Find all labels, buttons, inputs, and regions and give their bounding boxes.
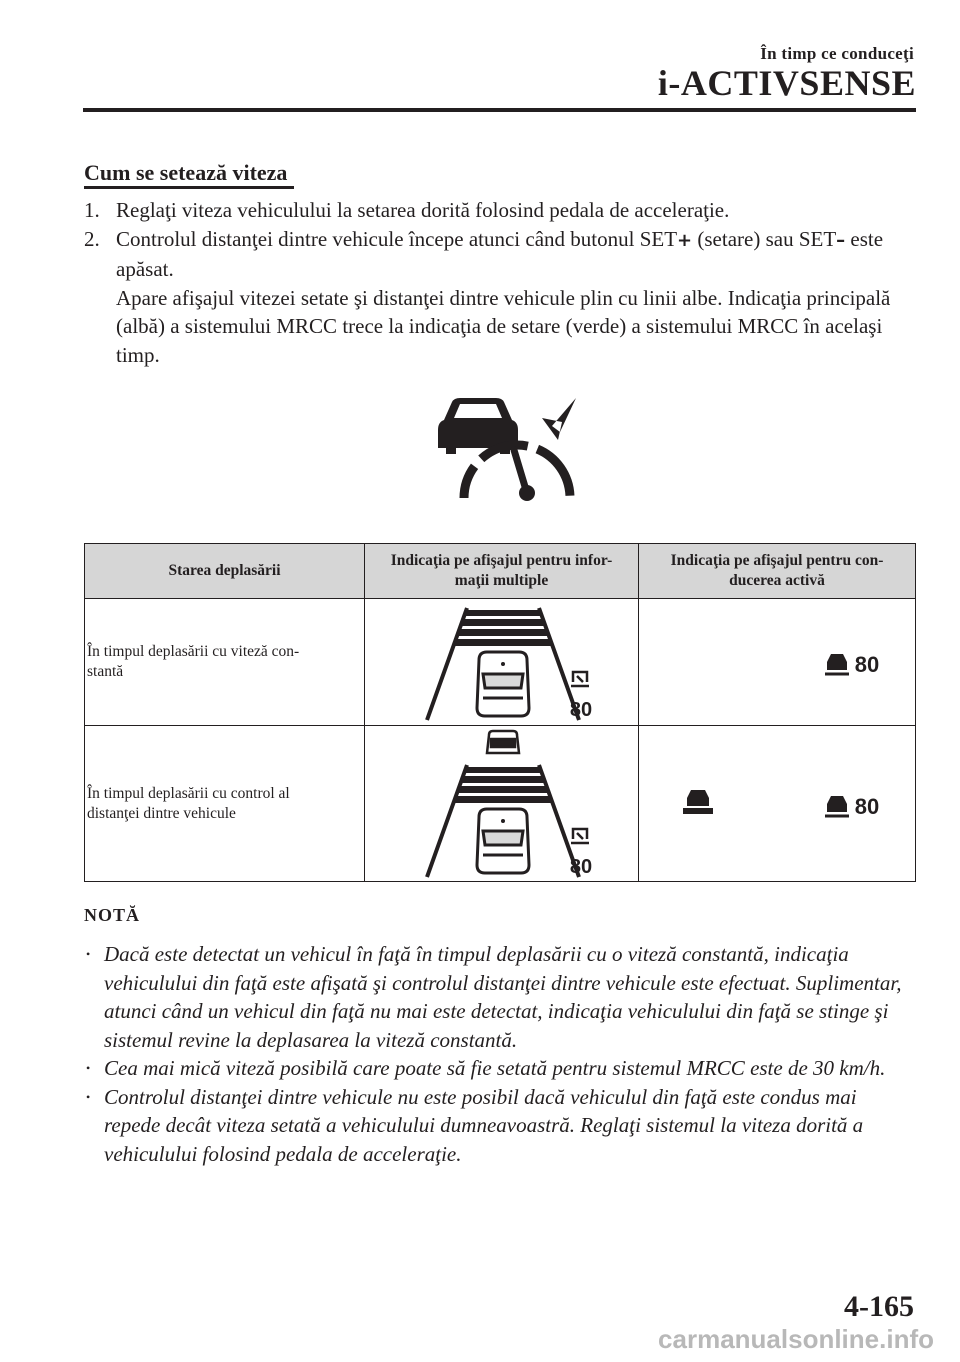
multi-info-display-graphic — [387, 602, 617, 722]
set-speed-value: 80 — [569, 699, 592, 721]
set-speed-value: 80 — [854, 652, 880, 677]
step-text: Controlul distanţei dintre vehicule începe atunci când butonul SET — [116, 226, 678, 251]
vehicle-ahead-icon — [487, 731, 519, 753]
header-cell: Indicaţia pe afişajul pentru infor- maţii multiple — [365, 544, 639, 599]
step-text: (setare) sau SET — [692, 226, 837, 251]
vehicle-ahead-icon — [683, 790, 713, 814]
status-table — [84, 543, 916, 882]
step-text: Reglaţi viteza vehiculului la setarea dorită folosind pedala de acceleraţie. — [116, 198, 730, 222]
multi-info-display-cell — [365, 599, 639, 726]
condition-cell: În timpul deplasării cu viteză con- stantă — [85, 599, 365, 726]
table-header-row — [85, 544, 916, 599]
set-speed-value: 80 — [569, 855, 592, 878]
step-number: 2. — [84, 226, 100, 251]
multi-info-display-graphic — [387, 729, 617, 879]
note-list — [84, 940, 916, 1168]
header-rule — [83, 108, 916, 112]
watermark: carmanualsonline.info — [658, 1324, 934, 1354]
set-plus-symbol: + — [677, 229, 693, 251]
needle-icon — [514, 450, 526, 490]
step-text: Apare afişajul vitezei setate şi distanţei dintre vehicule plin cu linii albe. Indicaţia principală (albă) a sistemului MRCC trece la indicaţia de setare (verde) a sistemului MRCC în acelaşi timp. — [116, 285, 891, 367]
table-row — [85, 726, 916, 882]
distance-level-icon — [571, 829, 589, 843]
mrcc-indicator-icon — [430, 388, 590, 508]
condition-cell: În timpul deplasării cu control al distanţei dintre vehicule — [85, 726, 365, 882]
mrcc-set-icon — [825, 796, 849, 816]
set-minus-symbol: – — [836, 229, 846, 251]
instruction-steps — [84, 196, 914, 369]
active-driving-display-cell — [639, 726, 916, 882]
header-cell: Indicaţia pe afişajul pentru con- ducerea activă — [639, 544, 916, 599]
step-text: este apăsat. — [116, 226, 884, 281]
active-driving-display-graphic — [643, 774, 913, 834]
step-1 — [84, 196, 914, 225]
mrcc-set-icon — [825, 654, 849, 674]
header-cell: Starea deplasării — [85, 544, 365, 599]
note-title: NOTĂ — [84, 905, 141, 925]
distance-bars-icon — [455, 767, 551, 803]
table-row — [85, 599, 916, 726]
own-car-icon — [477, 652, 529, 716]
running-header-chapter: i-ACTIVSENSE — [657, 63, 916, 103]
distance-bars-icon — [455, 610, 551, 646]
arrow-icon — [542, 398, 576, 440]
running-header-section: În timp ce conduceţi — [760, 44, 914, 63]
multi-info-display-cell — [365, 726, 639, 882]
active-driving-display-graphic — [643, 632, 913, 692]
set-speed-value: 80 — [854, 793, 880, 819]
needle-hub-icon — [519, 485, 535, 501]
note-item: • Cea mai mică viteză posibilă care poate să fie setată pentru sistemul MRCC este de 30 km/h. — [84, 1054, 916, 1083]
step-2 — [84, 225, 914, 370]
active-driving-display-cell — [639, 599, 916, 726]
note-item: • Dacă este detectat un vehicul în faţă în timpul deplasării cu o viteză constantă, indicaţia vehiculului din faţă este afişată şi controlul distanţei dintre vehicule este efectuat. Suplimentar, atunci când un vehicul din faţă nu mai este detectat, indicaţia vehiculului din faţă se stinge şi sistemul revine la deplasarea la viteză constantă. — [84, 940, 916, 1054]
section-title-underline — [84, 186, 294, 189]
step-number: 1. — [84, 198, 100, 222]
step-text-block — [116, 225, 914, 370]
distance-level-icon — [571, 672, 589, 686]
page-number: 4-165 — [844, 1290, 914, 1323]
section-title: Cum se setează viteza — [84, 160, 288, 185]
note-item: • Controlul distanţei dintre vehicule nu este posibil dacă vehiculul din faţă este condus mai repede decât viteza setată a vehiculului dumneavoastră. Reglaţi sistemul la viteza dorită a vehiculului folosind pedala de acceleraţie. — [84, 1083, 916, 1169]
own-car-icon — [477, 809, 529, 873]
